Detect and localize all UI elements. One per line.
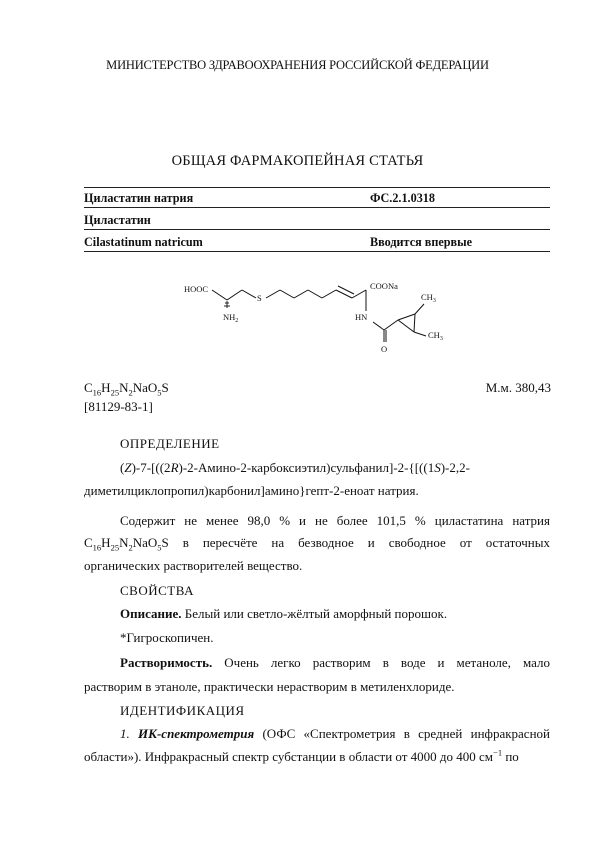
cas-number: [81129-83-1] xyxy=(84,399,153,414)
definition-line-1: (Z)-7-[((2R)-2-Амино-2-карбоксиэтил)сульфанил]-2-{[((1S)-2,2- xyxy=(120,460,470,475)
solubility-line-2: растворим в этаноле, практически нерастворим в метиленхлориде. xyxy=(84,679,455,694)
sulfur-label: S xyxy=(257,293,262,303)
carbonyl-o-label: O xyxy=(381,344,388,352)
definition-line-2: диметилциклопропил)карбонил]амино}гепт-2-еноат натрия. xyxy=(84,483,419,498)
monograph-code: ФС.2.1.0318 xyxy=(370,191,435,205)
monograph-status: Вводится впервые xyxy=(370,235,473,249)
content-line-3: органических растворителей вещество. xyxy=(84,558,303,573)
identification-heading: ИДЕНТИФИКАЦИЯ xyxy=(120,703,245,718)
ir-line-1: 1. ИК-спектрометрия (ОФС «Спектрометрия в средней инфракрасной xyxy=(120,726,550,741)
svg-text:CH3 xyxy=(421,292,436,304)
hooc-label: HOOC xyxy=(184,284,209,294)
monograph-short-name: Циластатин xyxy=(84,213,151,227)
document-title: ОБЩАЯ ФАРМАКОПЕЙНАЯ СТАТЬЯ xyxy=(171,153,424,169)
content-line-1: Содержит не менее 98,0 % и не более 101,5 % циластатина натрия xyxy=(120,513,550,528)
ir-line-2: области»). Инфракрасный спектр субстанции в области от 4000 до 400 $см^{-1}$ по xyxy=(84,747,519,764)
header-rule-2 xyxy=(84,229,550,230)
hygroscopic-line: *Гигроскопичен. xyxy=(120,630,214,645)
header-rule-bottom xyxy=(84,251,550,252)
monograph-name: Циластатин натрия xyxy=(84,191,194,205)
methyl-label-2: CH xyxy=(428,330,440,340)
svg-text:NH2 xyxy=(223,312,238,324)
molecular-weight: М.м. 380,43 xyxy=(485,380,551,395)
methyl-label-1: CH xyxy=(421,292,433,302)
content-line-2: $C_{16}H_{25}N_2NaO_5S$ в пересчёте на безводное и свободное от остаточных xyxy=(84,535,550,553)
header-rule-1 xyxy=(84,207,550,208)
monograph-latin-name: Cilastatinum natricum xyxy=(84,235,203,249)
amide-nh-label: HN xyxy=(355,312,368,322)
definition-heading: ОПРЕДЕЛЕНИЕ xyxy=(120,436,220,451)
methyl-subscript-2: 3 xyxy=(439,336,443,342)
header-rule-top xyxy=(84,187,550,188)
amine-label: NH xyxy=(223,312,236,322)
svg-text:CH3 xyxy=(428,330,443,342)
carboxylate-label: COONa xyxy=(370,281,398,291)
properties-heading: СВОЙСТВА xyxy=(120,583,194,598)
molecular-formula: $C_{16}H_{25}N_2NaO_5S$ xyxy=(84,380,169,398)
structural-formula xyxy=(170,270,470,352)
description-line: Описание. Белый или светло-жёлтый аморфный порошок. xyxy=(120,606,448,621)
solubility-line-1: Растворимость. Очень легко растворим в воде и метаноле, мало xyxy=(120,655,550,670)
methyl-subscript-1: 3 xyxy=(432,298,436,304)
ministry-heading: МИНИСТЕРСТВО ЗДРАВООХРАНЕНИЯ РОССИЙСКОЙ ФЕДЕРАЦИИ xyxy=(106,58,489,72)
amine-subscript: 2 xyxy=(235,318,239,324)
